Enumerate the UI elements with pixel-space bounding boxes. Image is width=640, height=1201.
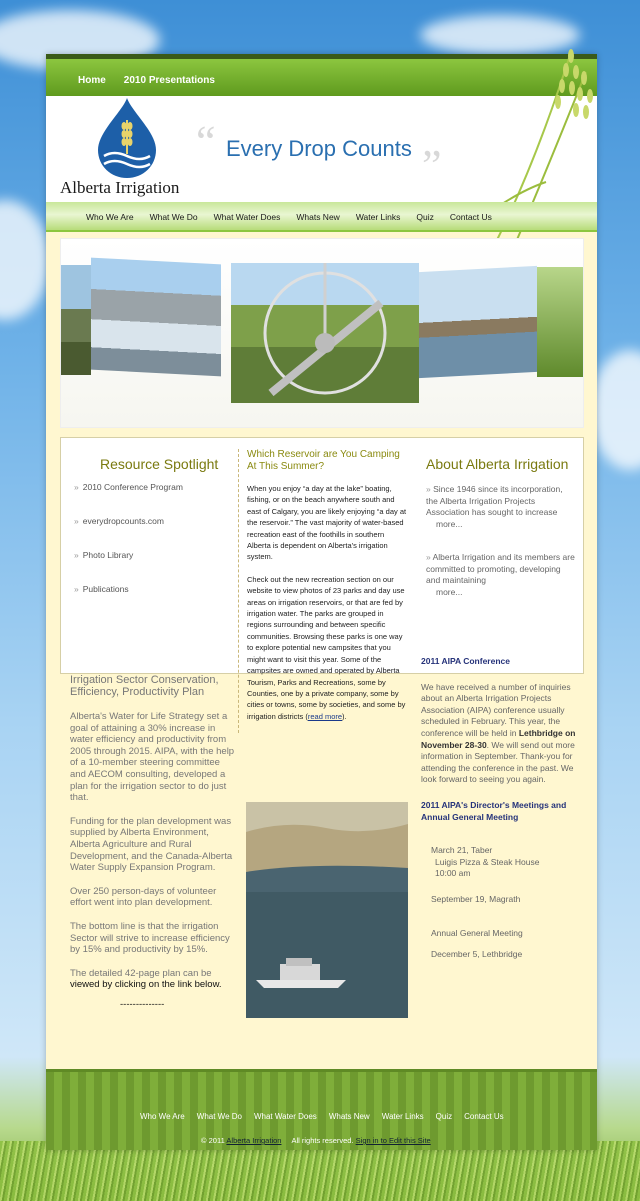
double-chevron-right-icon: »	[74, 482, 79, 492]
footer-nav-what-water-does[interactable]: What Water Does	[253, 1112, 317, 1121]
more-link[interactable]: more...	[436, 518, 463, 529]
header	[46, 96, 597, 202]
divider-text: --------------	[120, 998, 165, 1010]
list-item[interactable]: » 2010 Conference Program	[74, 482, 183, 492]
nav-what-we-do[interactable]: What We Do	[149, 212, 198, 222]
double-chevron-right-icon: »	[74, 516, 79, 526]
about-title: About Alberta Irrigation	[426, 456, 569, 472]
footer-home-link[interactable]: Alberta Irrigation	[226, 1136, 282, 1145]
list-item[interactable]: » Alberta Irrigation and its members are committed to promoting, developing and maintaining more...	[426, 552, 575, 597]
event-magrath: September 19, Magrath	[431, 893, 521, 904]
nav-who-we-are[interactable]: Who We Are	[86, 212, 134, 222]
logo-text[interactable]: Alberta Irrigation	[60, 178, 180, 197]
list-item[interactable]: » Photo Library	[74, 550, 134, 560]
footer-nav-whats-new[interactable]: Whats New	[328, 1112, 370, 1121]
about-list	[426, 484, 576, 620]
event-taber: March 21, Taber Luigis Pizza & Steak House 10:00 am	[431, 845, 540, 879]
nav-2010-presentations[interactable]: 2010 Presentations	[123, 75, 215, 86]
list-item[interactable]: » Publications	[74, 584, 129, 594]
resource-spotlight-title: Resource Spotlight	[100, 456, 219, 472]
sprinkler-pivot-icon	[231, 263, 419, 403]
sector-paragraph-1: Alberta's Water for Life Strategy set a goal of attaining a 30% increase in water efficiency and productivity from 2005 through 2015. AIPA, with the help of a 10-member steering committee and AECOM consulting, developed a plan for the irrigation sector to do just that.	[70, 711, 235, 804]
double-chevron-right-icon: »	[74, 550, 79, 560]
meetings-title[interactable]: 2011 AIPA's Director's Meetings and Annual General Meeting	[421, 799, 567, 822]
footer-nav-water-links[interactable]: Water Links	[381, 1112, 424, 1121]
copyright: © 2011 Alberta Irrigation All rights reserved. Sign in to Edit this Site	[201, 1136, 431, 1145]
double-chevron-right-icon: »	[426, 484, 434, 494]
sector-plan-title: Irrigation Sector Conservation, Efficiency, Productivity Plan	[70, 674, 219, 698]
footer-nav-what-we-do[interactable]: What We Do	[196, 1112, 242, 1121]
slider-photo-crop	[537, 267, 584, 377]
slider-photo-field	[61, 265, 91, 375]
conference-title[interactable]: 2011 AIPA Conference	[421, 656, 510, 666]
reservoir-title[interactable]: Which Reservoir are You Camping At This Summer?	[247, 449, 400, 472]
conference-section	[421, 656, 576, 981]
reservoir-paragraph-1: When you enjoy “a day at the lake” boating, fishing, or on the beach anywhere south and east of Calgary, you are likely enjoying “a day at the reservoir.” The vast majority of water-based recreation east of the foothills in southern Alberta is dependent on Alberta's irrigation system.	[247, 484, 407, 562]
nav-contact-us[interactable]: Contact Us	[449, 212, 492, 222]
page-container	[46, 54, 597, 1150]
water-drop-logo-icon[interactable]	[94, 98, 160, 178]
tagline: Every Drop Counts	[226, 136, 412, 161]
sector-paragraph-5: The detailed 42-page plan can be viewed by clicking on the link below.	[70, 967, 222, 991]
reservoir-article	[238, 449, 408, 733]
read-more-link[interactable]: read more	[307, 711, 343, 721]
sector-paragraph-4: The bottom line is that the irrigation Sector will strive to increase efficiency by 15% and productivity by 15%.	[70, 920, 230, 956]
nav-water-links[interactable]: Water Links	[355, 212, 401, 222]
main-nav	[46, 202, 597, 232]
open-quote-icon: “	[196, 117, 216, 166]
footer-nav-who-we-are[interactable]: Who We Are	[140, 1112, 185, 1121]
reservoir-paragraph-2: Check out the new recreation section on our website to view photos of 23 parks and day use areas on irrigation reservoirs, or that are fed by irrigation water. The parks are grouped in regions surrounding and between specific communities. Browsing these parks is one way to explore potential new campsites that you might want to visit this year. Some of the campsites are owned and operated by Alberta Tourism, Parks and Recreations, some by Counties, one by a private company, some by cities or towns, some by societies, and some by irrigation districts (read more).	[247, 574, 406, 721]
nav-whats-new[interactable]: Whats New	[296, 212, 340, 222]
sector-paragraph-3: Over 250 person-days of volunteer effort went into plan development.	[70, 885, 217, 909]
photo-slider[interactable]	[60, 238, 584, 428]
double-chevron-right-icon: »	[74, 584, 79, 594]
boat-photo	[246, 802, 408, 1018]
boat-on-reservoir-icon	[246, 802, 408, 1018]
footer-nav-contact-us[interactable]: Contact Us	[464, 1112, 504, 1121]
slider-photo-dam	[91, 258, 221, 377]
footer-nav-quiz[interactable]: Quiz	[435, 1112, 453, 1121]
list-item[interactable]: » everydropcounts.com	[74, 516, 164, 526]
list-item[interactable]: » Since 1946 since its incorporation, the Alberta Irrigation Projects Association has sought to increase more...	[426, 484, 563, 529]
footer-nav	[140, 1112, 504, 1121]
resource-spotlight-list	[74, 482, 183, 618]
event-agm: Annual General Meeting	[431, 927, 523, 938]
close-quote-icon: ”	[422, 141, 442, 190]
sector-plan-section	[70, 674, 235, 1092]
event-lethbridge: December 5, Lethbridge	[431, 949, 523, 960]
slider-photo-lake	[419, 266, 537, 378]
more-link[interactable]: more...	[436, 586, 463, 597]
top-nav	[78, 75, 215, 86]
double-chevron-right-icon: »	[426, 552, 433, 562]
sector-paragraph-2: Funding for the plan development was supplied by Alberta Environment, Alberta Agriculture and Rural Development, and the Canada-Alberta Water Supply Expansion Program.	[70, 815, 233, 874]
grass-decoration	[0, 1141, 640, 1201]
footer	[46, 1069, 597, 1150]
nav-home[interactable]: Home	[78, 75, 106, 86]
conference-text: We have received a number of inquiries about an Alberta Irrigation Projects Association (AIPA) conference usually scheduled in February. This year, the conference will be held in Lethbridge on November 28-30. We will send out more information in September. Thank-you for attending the conference in the past. We look forward to seeing you again.	[421, 681, 576, 785]
nav-what-water-does[interactable]: What Water Does	[213, 212, 281, 222]
nav-quiz[interactable]: Quiz	[416, 212, 434, 222]
sign-in-link[interactable]: Sign in to Edit this Site	[355, 1136, 431, 1145]
